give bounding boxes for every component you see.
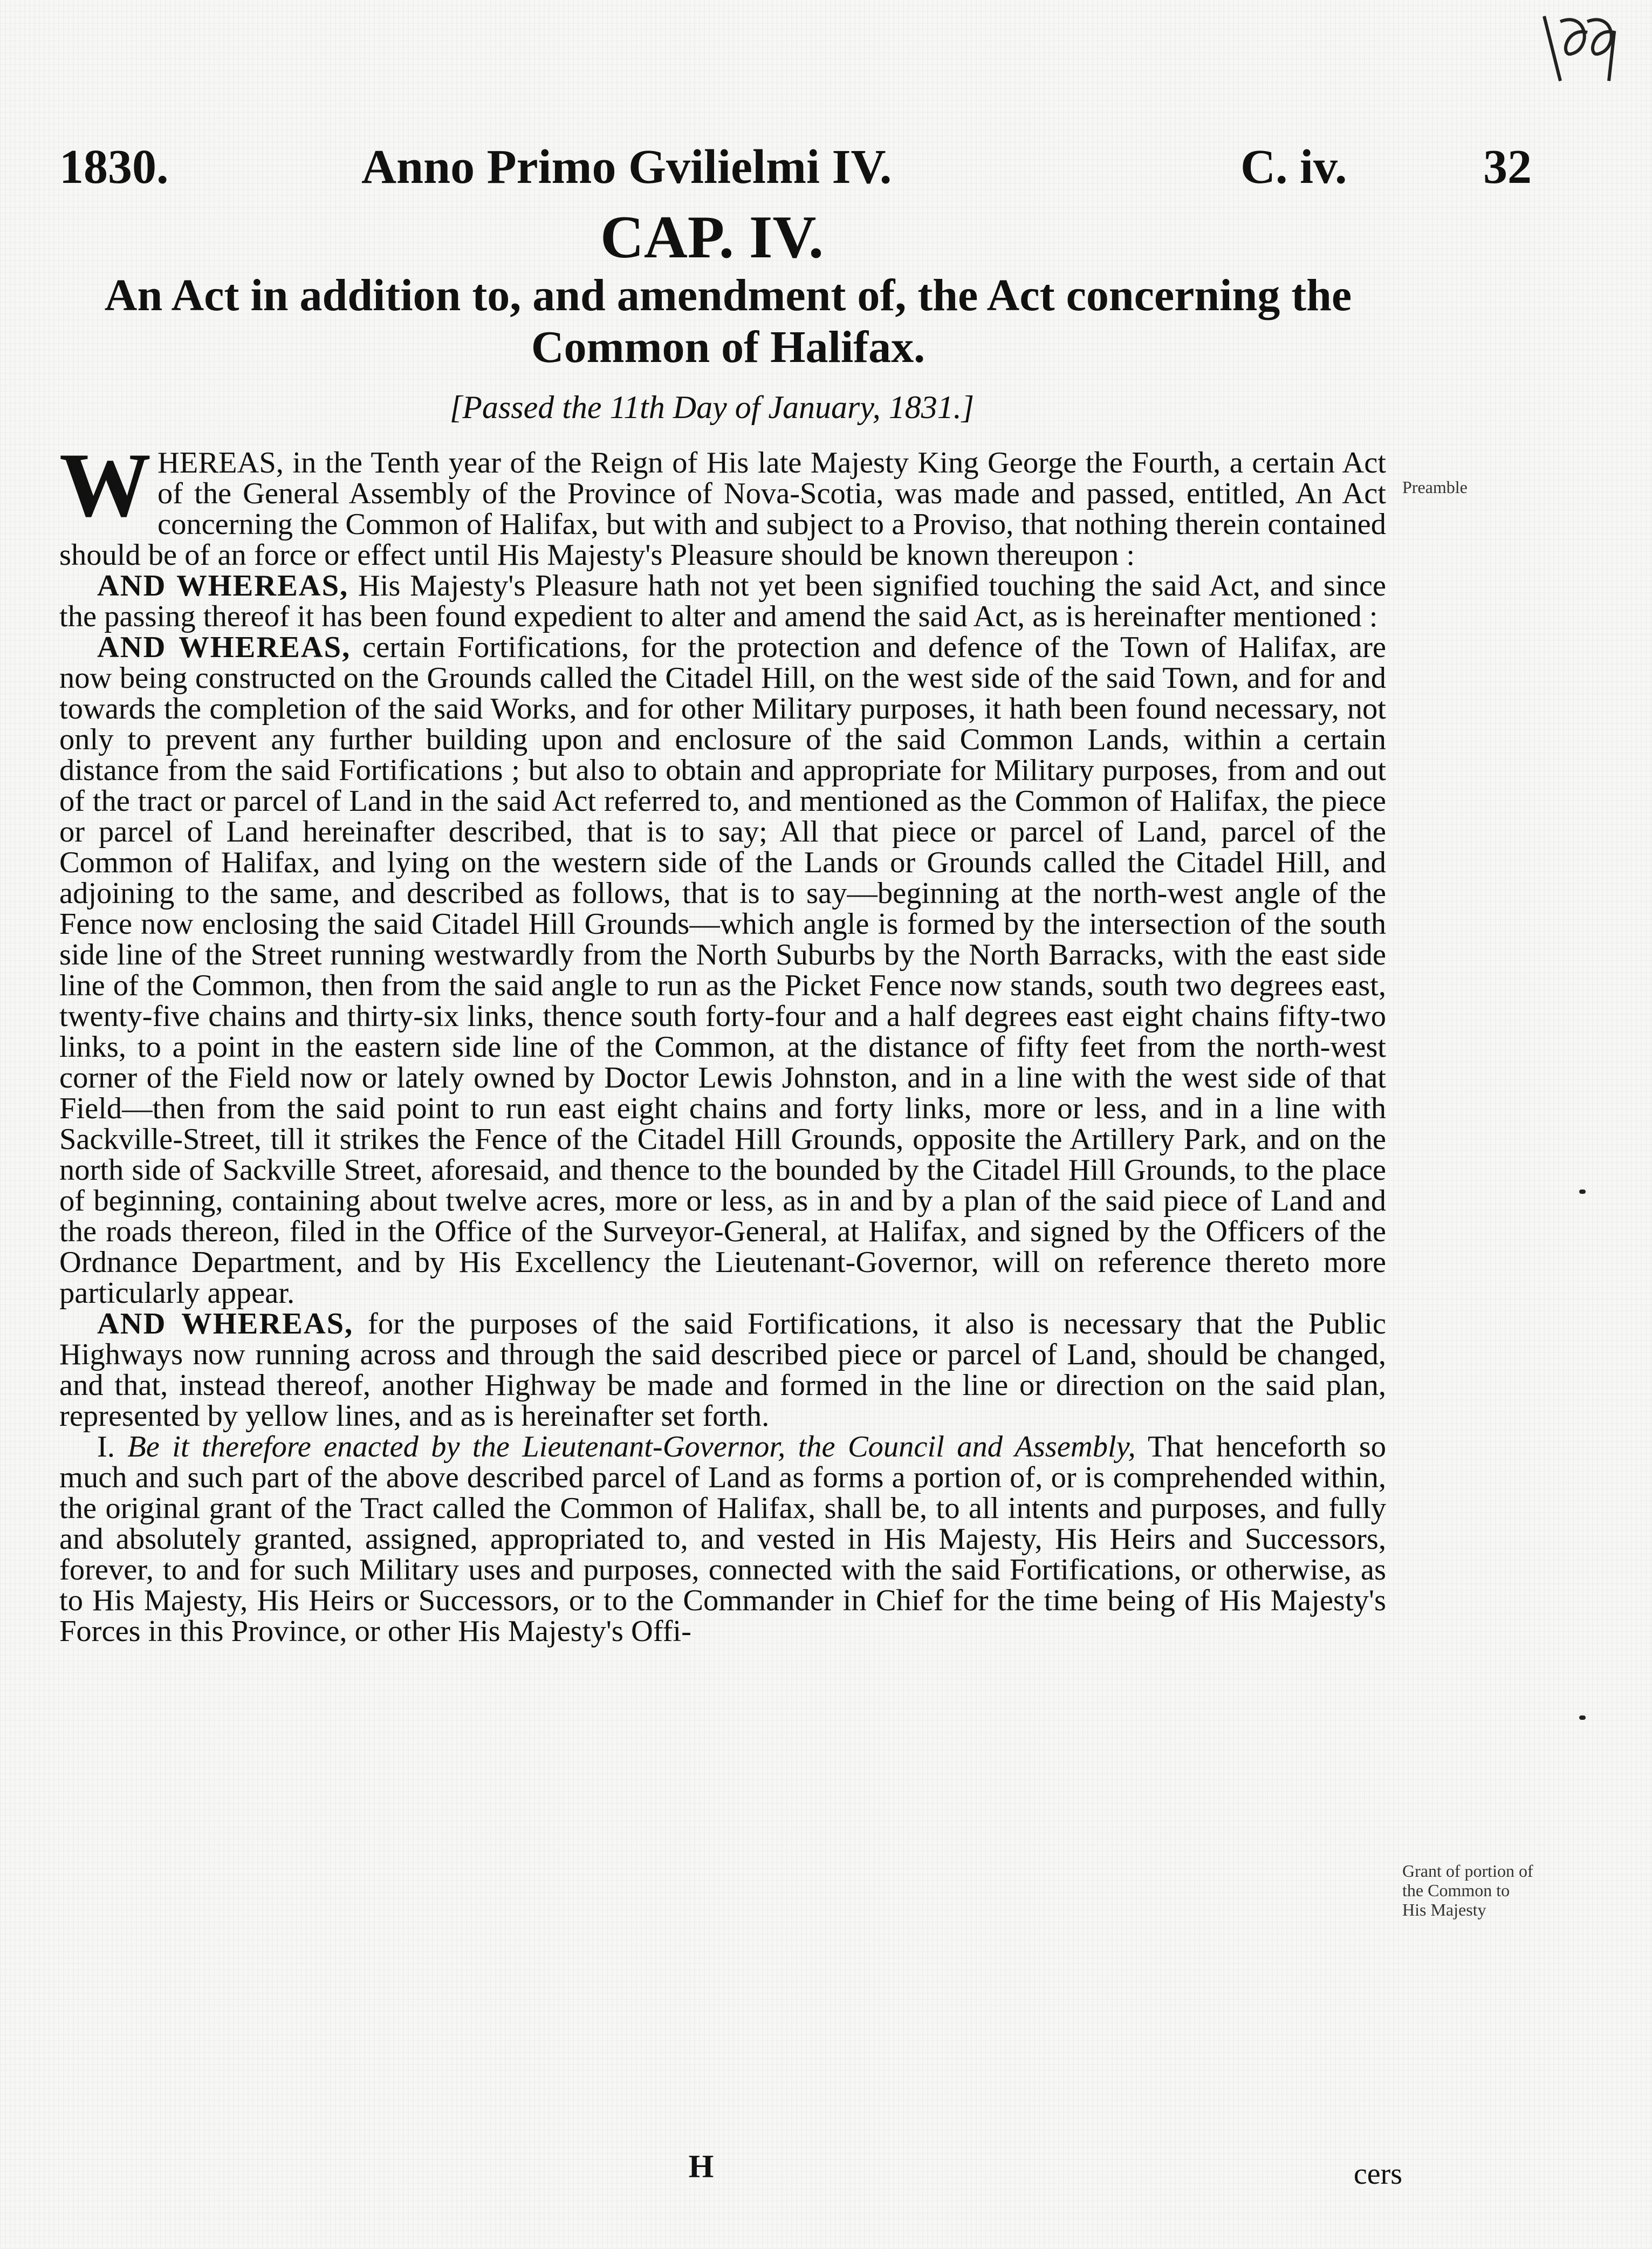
paragraph-text: That henceforth so much and such part of the above described parcel of Land as forms a portion of, or is comprehended within, the original grant of the Tract called the Common of Halifax, shall be, to all intents and purposes, and fully and absolutely granted, assigned, appropriated to, and vested in His Majesty, His Heirs and Successors, forever, to and for such Military uses and purposes, connected with the said Fortifications, or otherwise, as to His Majesty, His Heirs or Successors, or to the Commander in Chief for the time being of His Majesty's Forces in this Province, or other His Majesty's Offi- bbox=[59, 1430, 1386, 1648]
margin-note-grant: Grant of portion of the Common to His Majesty bbox=[1402, 1861, 1533, 1919]
passed-date: [Passed the 11th Day of January, 1831.] bbox=[449, 389, 975, 425]
section-number: I. bbox=[97, 1430, 115, 1464]
paragraph-whereas-4 bbox=[59, 1309, 1386, 1432]
act-title: An Act in addition to, and amendment of, the Act concerning the Common of Halifax. bbox=[104, 270, 1352, 372]
paragraph-whereas-3 bbox=[59, 632, 1386, 1309]
margin-note-preamble: Preamble bbox=[1402, 477, 1468, 497]
paragraph-text: for the purposes of the said Fortifications, it also is necessary that the Public Highways now running across and through the said described piece or parcel of Land, should be changed, and that, instead thereof, another Highway be made and formed in the line or direction on the said plan, represented by yellow lines, and as is hereinafter set forth. bbox=[59, 1307, 1386, 1433]
enacting-clause: Be it therefore enacted by the Lieutenant-Governor, the Council and Assembly, bbox=[114, 1430, 1136, 1464]
whereas-lead: AND WHEREAS, bbox=[97, 569, 349, 603]
handwritten-folio-number bbox=[1528, 5, 1636, 92]
paragraph-text: HEREAS, in the Tenth year of the Reign of His late Majesty King George the Fourth, a certain Act of the General Assembly of the Province of Nova-Scotia, was made and passed, entitled, An Act concerning the Common of Halifax, but with and subject to a Proviso, that nothing therein contained should be of an force or effect until His Majesty's Pleasure should be known thereupon : bbox=[59, 446, 1386, 572]
running-head-chapter: C. iv. bbox=[1240, 140, 1347, 194]
paragraph-text: His Majesty's Pleasure hath not yet been signified touching the said Act, and since the passing thereof it has been found expedient to alter and amend the said Act, as is hereinafter mentioned : bbox=[59, 569, 1386, 633]
catchword: cers bbox=[1353, 2157, 1402, 2191]
ink-speck bbox=[1579, 1190, 1586, 1194]
paragraph-preamble bbox=[59, 434, 1386, 572]
paragraph-whereas-2 bbox=[59, 571, 1386, 632]
paragraph-text: certain Fortifications, for the protection and defence of the Town of Halifax, are now being constructed on the Grounds called the Citadel Hill, on the west side of the said Town, and for and towards the completion of the said Works, and for other Military purposes, it hath been found necessary, not only to prevent any further building upon and enclosure of the said Common Lands, within a certain distance from the said Fortifications ; but also to obtain and appropriate for Military purposes, from and out of the tract or parcel of Land in the said Act referred to, and mentioned as the Common of Halifax, the piece or parcel of Land hereinafter described, that is to say; All that piece or parcel of Land, parcel of the Common of Halifax, and lying on the western side of the Lands or Grounds called the Citadel Hill, and adjoining to the same, and described as follows, that is to say—beginning at the north-west angle of the Fence now enclosing the said Citadel Hill Grounds—which angle is formed by the intersection of the south side line of the Street running westwardly from the North Suburbs by the North Barracks, with the east side line of the Common, then from the said angle to run as the Picket Fence now stands, south two degrees east, twenty-five chains and thirty-six links, thence south forty-four and a half degrees east eight chains fifty-two links, to a point in the eastern side line of the Common, at the distance of fifty feet from the north-west corner of the Field now or lately owned by Doctor Lewis Johnston, and in a line with the west side of that Field—then from the said point to run east eight chains and forty links, more or less, and in a line with Sackville-Street, till it strikes the Fence of the Citadel Hill Grounds, opposite the Artillery Park, and on the north side of Sackville Street, aforesaid, and thence to the bounded by the Citadel Hill Grounds, to the place of beginning, containing about twelve acres, more or less, as in and by a plan of the said piece of Land and the roads thereon, filed in the Office of the Surveyor-General, at Halifax, and signed by the Officers of the Ordnance Department, and by His Excellency the Lieutenant-Governor, will on reference thereto more particularly appear. bbox=[59, 631, 1387, 1310]
ink-speck bbox=[1579, 1715, 1586, 1720]
chapter-title: CAP. IV. bbox=[600, 204, 824, 271]
running-head bbox=[59, 138, 1537, 197]
page-number: 32 bbox=[1483, 140, 1532, 194]
whereas-lead: AND WHEREAS, bbox=[97, 631, 351, 664]
act-body bbox=[59, 434, 1387, 1648]
running-head-year: 1830. bbox=[59, 140, 169, 194]
drop-cap: W bbox=[59, 434, 151, 536]
paragraph-section-1 bbox=[59, 1432, 1386, 1647]
running-head-title: Anno Primo Gvilielmi IV. bbox=[361, 140, 892, 194]
signature-mark: H bbox=[688, 2149, 714, 2184]
whereas-lead: AND WHEREAS, bbox=[97, 1307, 354, 1341]
